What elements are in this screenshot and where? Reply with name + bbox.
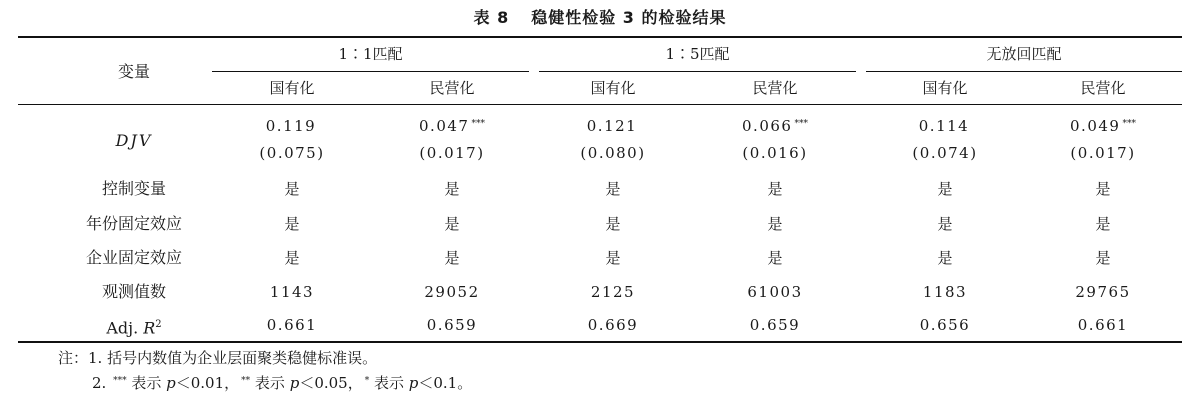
group-header: 无放回匹配 bbox=[986, 45, 1062, 63]
table-title bbox=[0, 5, 1200, 28]
table-cell: 1143 bbox=[269, 283, 315, 301]
column-header: 民营化 bbox=[429, 79, 475, 97]
table-cell: 2125 bbox=[590, 283, 636, 301]
standard-error-cell: (0.016) bbox=[742, 144, 808, 162]
table-cell: 是 bbox=[444, 180, 460, 198]
table-cell: 29052 bbox=[424, 283, 480, 301]
table-cell: 0.659 bbox=[749, 316, 801, 334]
variable-header: 变量 bbox=[117, 62, 150, 81]
coefficient-cell: 0.066 *** bbox=[742, 117, 808, 135]
table-cell: 1183 bbox=[922, 283, 968, 301]
coefficient-cell: 0.049 *** bbox=[1070, 117, 1136, 135]
table-cell: 61003 bbox=[747, 283, 803, 301]
standard-error-cell: (0.080) bbox=[580, 144, 646, 162]
column-header: 民营化 bbox=[752, 79, 798, 97]
table-cell: 是 bbox=[1095, 249, 1111, 267]
bottom-rule bbox=[18, 341, 1182, 343]
table-cell: 是 bbox=[605, 180, 621, 198]
table-cell: 是 bbox=[284, 180, 300, 198]
table-cell: 是 bbox=[1095, 180, 1111, 198]
group-header: 1∶1匹配 bbox=[338, 45, 403, 63]
column-header: 国有化 bbox=[922, 79, 968, 97]
table-cell: 是 bbox=[444, 249, 460, 267]
standard-error-cell: (0.017) bbox=[419, 144, 485, 162]
table-cell: 是 bbox=[937, 215, 953, 233]
table-cell: 是 bbox=[937, 180, 953, 198]
table-cell: 是 bbox=[605, 249, 621, 267]
group-underline-2 bbox=[539, 71, 856, 72]
table-number: 表 8 bbox=[473, 8, 510, 27]
table-cell: 是 bbox=[1095, 215, 1111, 233]
table-cell: 0.661 bbox=[266, 316, 318, 334]
table-cell: 是 bbox=[767, 249, 783, 267]
table-cell: 0.659 bbox=[426, 316, 478, 334]
group-underline-3 bbox=[866, 71, 1182, 72]
header-bottom-rule bbox=[18, 104, 1182, 105]
coefficient-cell: 0.114 bbox=[918, 117, 970, 135]
column-header: 国有化 bbox=[590, 79, 636, 97]
table-cell: 是 bbox=[284, 249, 300, 267]
table-cell: 0.661 bbox=[1077, 316, 1129, 334]
row-label: 企业固定效应 bbox=[85, 248, 182, 267]
standard-error-cell: (0.075) bbox=[259, 144, 325, 162]
column-header: 国有化 bbox=[269, 79, 315, 97]
row-label: Adj. $R^2$ bbox=[106, 318, 162, 338]
row-label: 观测值数 bbox=[101, 282, 166, 301]
coefficient-cell: 0.121 bbox=[586, 117, 638, 135]
table-cell: 是 bbox=[767, 215, 783, 233]
row-label: 年份固定效应 bbox=[85, 214, 182, 233]
table-cell: 29765 bbox=[1075, 283, 1131, 301]
table-caption: 稳健性检验 3 的检验结果 bbox=[531, 8, 727, 27]
standard-error-cell: (0.074) bbox=[912, 144, 978, 162]
table-cell: 是 bbox=[767, 180, 783, 198]
table-cell: 是 bbox=[937, 249, 953, 267]
row-label: DJV bbox=[115, 131, 153, 150]
coefficient-cell: 0.119 bbox=[265, 117, 317, 135]
table-cell: 是 bbox=[605, 215, 621, 233]
table-cell: 是 bbox=[284, 215, 300, 233]
table-cell: 0.669 bbox=[587, 316, 639, 334]
top-rule bbox=[18, 36, 1182, 38]
group-header: 1∶5匹配 bbox=[665, 45, 730, 63]
standard-error-cell: (0.017) bbox=[1070, 144, 1136, 162]
coefficient-cell: 0.047 *** bbox=[419, 117, 485, 135]
group-underline-1 bbox=[212, 71, 529, 72]
table-cell: 是 bbox=[444, 215, 460, 233]
table-note-2: 2. *** 表示 p＜0.01， ** 表示 p＜0.05， * 表示 p＜0.1。 bbox=[92, 374, 473, 392]
column-header: 民营化 bbox=[1080, 79, 1126, 97]
row-label: 控制变量 bbox=[101, 179, 166, 198]
table-note-1: 注：1. 括号内数值为企业层面聚类稳健标准误。 bbox=[58, 349, 378, 367]
table-cell: 0.656 bbox=[919, 316, 971, 334]
